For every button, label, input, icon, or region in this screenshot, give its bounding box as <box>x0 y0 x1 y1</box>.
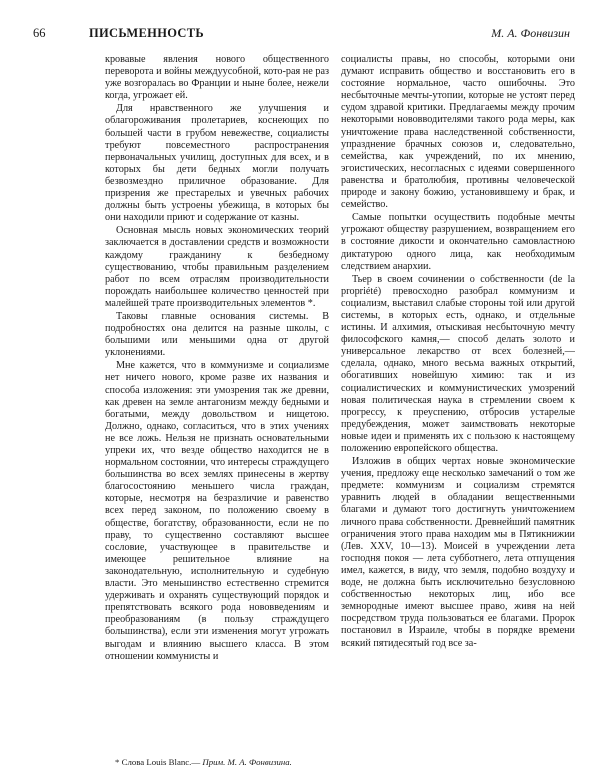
paragraph: Мне кажется, что в коммунизме и социализме нет ничего нового, кроме разве их названия и способа изложения: эти умозрения так же древни, как древен на земле антагонизм между бедными и богатыми, между довольством и нищетою. Должно, однако, согласиться, что в этих учениях не все ложь. Нельзя не признать основательными упреки их, что везде общество находится не в нормальном состоянии, что интересы страждущего большинства во всех землях принесены в жертву благосостоянию меньшего числа граждан, которые, несмотря на безразличие и равенство всех перед законом, по положению своему в обществе, богатству, образованности, если не по праву, то существенно составляют высшее сословие, участвующее в правительстве и имеющее решительное влияние на законодательную, исполнительную и судебную власти. Это меньшинство естественно стремится удерживать и охранять существующий порядок и препятствовать всякого рода нововведениям и преобразованиям (в пользу страждущего большинства), если эти изменения могут угрожать выгодам и влиянию высшего класса. В этом отношении коммунисты и <box>105 360 329 662</box>
running-title: ПИСЬМЕННОСТЬ <box>89 26 204 40</box>
page-header <box>33 26 570 48</box>
paragraph: Основная мысль новых экономических теорий заключается в доставлении средств и возможности каждому гражданину к безбедному существованию, чтобы правильным разделением работ по всем отраслям производительности порождать наибольшее количество ценностей при малейшей трате производительных элементов *. <box>105 225 329 309</box>
footnote <box>115 757 335 767</box>
footnote-marker: * <box>115 757 120 767</box>
paragraph: Для нравственного же улучшения и облагороживания пролетариев, коснеющих по большей части в грубом невежестве, социалисты требуют повсеместного распространения первоначальных училищ, доступных для всех, и в которых бы дети бедных могли получать безвозмездно приличное образование. Для призрения же престарелых и увечных рабочих должны быть устроены убежища, в которых бы они находили приют и содержание от казны. <box>105 103 329 224</box>
running-author: М. А. Фонвизин <box>491 26 570 40</box>
page-number: 66 <box>33 26 46 40</box>
paragraph: Таковы главные основания системы. В подробностях она делится на разные школы, с большими или меньшими одна от другой уклонениями. <box>105 310 329 359</box>
paragraph: Самые попытки осуществить подобные мечты угрожают обществу разрушением, возвращением его в состояние дикости и окончательно самовластною диктатурою одного лица, как необходимым следствием анархии. <box>341 212 575 272</box>
paragraph: кровавые явления нового общественного переворота и войны междуусобной, кото-рая не раз уже возгоралась во Франции и ныне более, нежели когда, угрожает ей. <box>105 54 329 102</box>
paragraph: Изложив в общих чертах новые экономические учения, предложу еще несколько замечаний о том же предмете: коммунизм и социализм стремятся уравнить людей в обладании вещественными благами и думают того достигнуть уничтожением личного права собственности. Древнейший памятник ограничения этого права находим мы в Пятикнижии (Лев. XXV, 10—13). Моисей в учреждении лета господня покоя — лета субботнего, лета отпущения имел, кажется, в виду, что земля, подобно воздуху и воде, не должна быть исключительно безусловною собственностью некоторых лиц, ибо все земнородные имеют высшее право, живя на ней посредством труда пользоваться ее благами. Пророк постановил в Израиле, чтобы в порядке времени всякий пятидесятый год все за- <box>341 456 575 649</box>
footnote-note: Прим. М. А. Фонвизина. <box>202 757 292 767</box>
right-column <box>341 54 575 651</box>
paragraph: Тьер в своем сочинении о собственности (de la propriété) превосходно разобрал коммунизм и социализм, выставил слабые стороны той или другой системы, в которых есть, однако, и отдельные истины. И алхимия, отыскивая несбыточную мечту философского камня,— способ делать золото и универсальное лекарство от всех болезней,— сделала, однако, много весьма важных открытий, обогатившиx новейшую химию: так и из социалистических и коммунистических умозрений новая политическая наука в стремлении своем к прогрессу, к преуспению, отбросив устарелые предубеждения, может заимствовать некоторые новые идеи и применять их с пользою к настоящему положению европейского общества. <box>341 273 575 454</box>
footnote-text: Слова Louis Blanc.— <box>121 757 201 767</box>
left-column <box>105 54 329 664</box>
paragraph: социалисты правы, но способы, которыми они думают исправить общество и восстановить его в состояние нормальное, часто ошибочны. Это несбыточные мечты-утопии, которые не устоят перед судом здравой критики. Предлагаемы между прочим некоторыми нововводителями такого рода меры, как уничтожение права наследственной собственности, упразднение брачных союзов и, следовательно, семейства, как учреждений, по их мнению, эгоистических, несогласных с идеями совершенного равенства и братолюбия, противны человеческой природе и закону божию, установившему и брак, и семейство. <box>341 54 575 211</box>
